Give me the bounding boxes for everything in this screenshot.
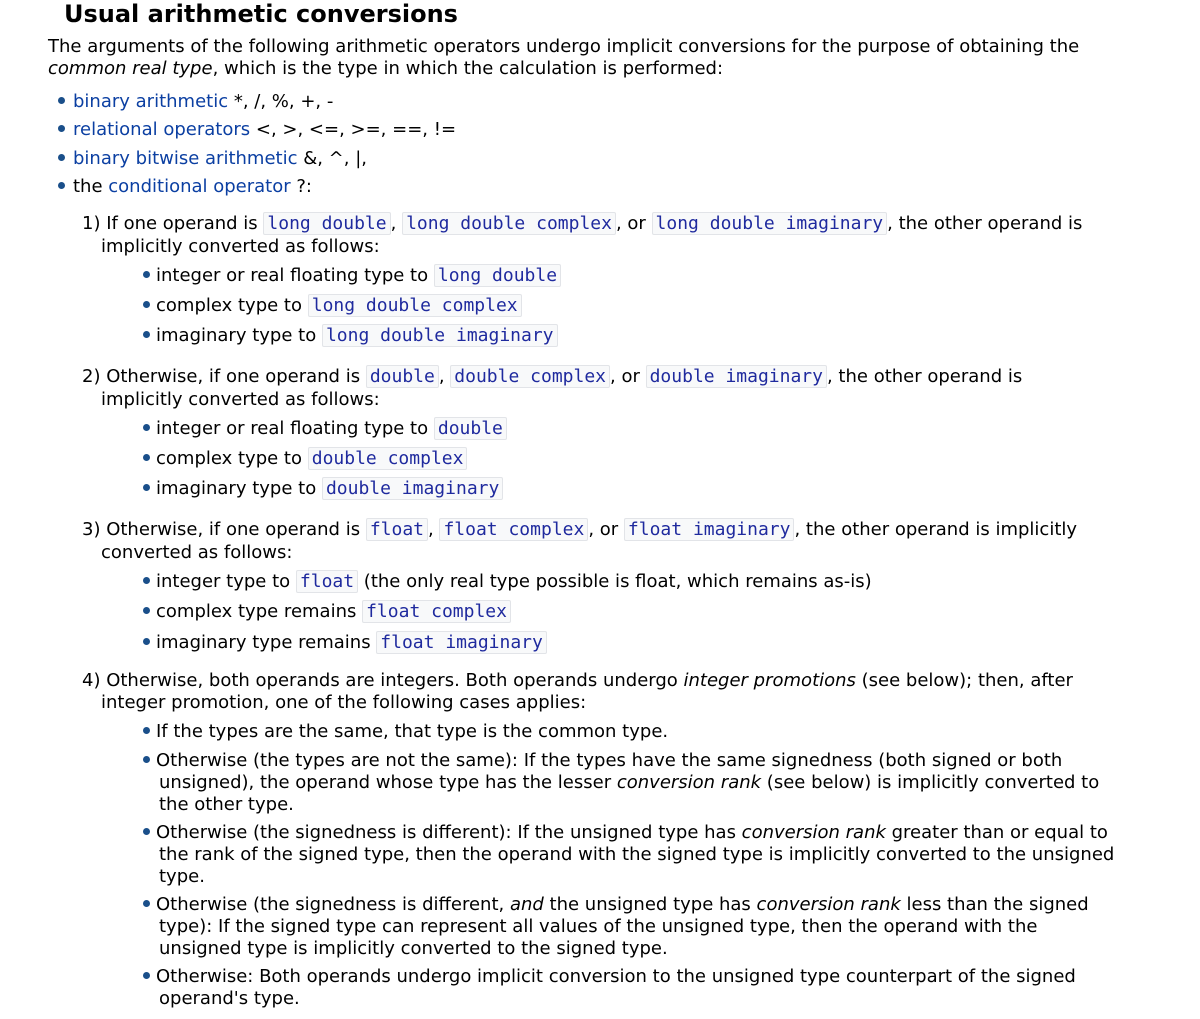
rule-text: 3) Otherwise, if one operand is [82, 519, 366, 540]
bullet-icon [143, 271, 150, 278]
operator-symbols: *, /, %, +, - [228, 91, 334, 112]
code-double-complex: double complex [450, 365, 610, 388]
rule-text: , the other operand is implicitly [794, 519, 1078, 540]
intro-line-2-rest: , which is the type in which the calculation is performed: [212, 58, 724, 79]
bullet-icon [143, 900, 150, 907]
code-long-double: long double [434, 264, 561, 287]
rule-text: , the other operand is [887, 213, 1083, 234]
case-text: If the types are the same, that type is the common type. [156, 721, 669, 742]
bullet-icon [143, 607, 150, 614]
rule-text: (see below); then, after [855, 670, 1073, 691]
list-item-bitwise-arithmetic [58, 145, 367, 173]
code-double-complex: double complex [308, 447, 468, 470]
bullet-icon [143, 454, 150, 461]
rule-4-case-3 [143, 822, 1108, 844]
item-text: imaginary type remains [156, 632, 377, 653]
separator: , or [588, 519, 624, 540]
bullet-icon [58, 154, 65, 161]
intro-paragraph [48, 36, 1079, 80]
item-text: complex type to [156, 448, 308, 469]
bitwise-arithmetic-link[interactable]: binary bitwise arithmetic [73, 148, 298, 169]
rule-2-item-1 [143, 418, 507, 440]
rule-4-case-1 [143, 721, 668, 743]
separator: , [428, 519, 440, 540]
common-real-type-term: common real type [48, 58, 213, 79]
code-float-imaginary: float imaginary [624, 518, 795, 541]
code-double-imaginary: double imaginary [646, 365, 827, 388]
item-text: complex type to [156, 295, 308, 316]
bullet-icon [143, 331, 150, 338]
code-double-imaginary: double imaginary [322, 477, 503, 500]
code-float-complex: float complex [439, 518, 588, 541]
case-text: Otherwise: Both operands undergo implicit conversion to the unsigned type counterpart of the signed [156, 966, 1076, 987]
rule-4-case-2-line-3: the other type. [159, 794, 294, 815]
integer-promotions-term: integer promotions [683, 670, 856, 691]
rule-4-case-4-line-2: type): If the signed type can represent all values of the unsigned type, then the operand with the [159, 916, 1038, 937]
case-text: the unsigned type has [543, 894, 757, 915]
rule-3-item-3 [143, 632, 547, 654]
rule-4-case-3-line-2: the rank of the signed type, then the operand with the signed type is implicitly converted to the unsigned [159, 844, 1115, 865]
operator-symbols: &, ^, |, [297, 148, 367, 169]
bullet-icon [58, 97, 65, 104]
item-text: imaginary type to [156, 325, 322, 346]
conversion-rank-term: conversion rank [741, 822, 886, 843]
binary-arithmetic-link[interactable]: binary arithmetic [73, 91, 229, 112]
item-text: integer or real floating type to [156, 265, 434, 286]
relational-operators-link[interactable]: relational operators [73, 119, 251, 140]
and-term: and [509, 894, 544, 915]
case-text: (see below) is implicitly converted to [761, 772, 1100, 793]
rule-2-line-2: implicitly converted as follows: [101, 389, 380, 410]
rule-4-line-1 [82, 670, 1073, 692]
bullet-icon [143, 301, 150, 308]
rule-3-item-2 [143, 601, 511, 623]
case-text: greater than or equal to [885, 822, 1108, 843]
list-item-conditional-operator [58, 173, 312, 201]
conditional-operator-link[interactable]: conditional operator [108, 176, 291, 197]
case-text: Otherwise (the types are not the same): If the types have the same signedness (both signed or both [156, 750, 1063, 771]
bullet-icon [143, 484, 150, 491]
rule-3-line-2: converted as follows: [101, 542, 293, 563]
code-long-double-complex: long double complex [308, 294, 522, 317]
case-text: less than the signed [900, 894, 1089, 915]
bullet-icon [143, 828, 150, 835]
rule-4-case-4-line-3: unsigned type is implicitly converted to the signed type. [159, 938, 668, 959]
rule-1-line-2: implicitly converted as follows: [101, 236, 380, 257]
case-text: unsigned), the operand whose type has the lesser [159, 772, 617, 793]
bullet-icon [58, 125, 65, 132]
bullet-icon [58, 182, 65, 189]
rule-text: 2) Otherwise, if one operand is [82, 366, 366, 387]
code-float-imaginary: float imaginary [376, 631, 547, 654]
bullet-icon [143, 638, 150, 645]
intro-line-1: The arguments of the following arithmetic operators undergo implicit conversions for the purpose of obtaining the [48, 36, 1080, 57]
code-float: float [366, 518, 428, 541]
code-float-complex: float complex [362, 600, 511, 623]
rule-4-case-3-line-3: type. [159, 866, 205, 887]
code-long-double-complex: long double complex [402, 212, 616, 235]
rule-3-line-1 [82, 519, 1077, 541]
bullet-icon [143, 424, 150, 431]
separator: , [390, 213, 403, 234]
section-heading: Usual arithmetic conversions [64, 0, 458, 28]
list-item-relational-operators [58, 116, 456, 144]
item-text: imaginary type to [156, 478, 322, 499]
list-item-binary-arithmetic [58, 88, 333, 116]
rule-1-item-1 [143, 265, 561, 287]
conversion-rank-term: conversion rank [756, 894, 901, 915]
rule-4-case-2 [143, 750, 1062, 772]
rule-text: , the other operand is [826, 366, 1023, 387]
item-text: integer type to [156, 571, 296, 592]
bullet-icon [143, 577, 150, 584]
rule-2-item-3 [143, 478, 503, 500]
separator: , or [610, 366, 646, 387]
item-text: complex type remains [156, 601, 363, 622]
case-text: Otherwise (the signedness is different): If the unsigned type has [156, 822, 742, 843]
rule-4-case-5-line-2: operand's type. [159, 988, 300, 1009]
rule-4-case-4 [143, 894, 1089, 916]
rule-1-line-1 [82, 213, 1082, 235]
rule-4-case-5 [143, 966, 1076, 988]
rule-2-line-1 [82, 366, 1022, 388]
item-note: (the only real type possible is float, which remains as-is) [358, 571, 872, 592]
rule-3-item-1 [143, 571, 872, 593]
rule-4-case-2-line-2 [159, 772, 1099, 794]
operator-symbols: <, >, <=, >=, ==, != [250, 119, 457, 140]
bullet-icon [143, 972, 150, 979]
item-text: integer or real floating type to [156, 418, 434, 439]
operator-symbols: ?: [290, 176, 312, 197]
rule-text: 1) If one operand is [82, 213, 264, 234]
rule-2-item-2 [143, 448, 467, 470]
conversion-rank-term: conversion rank [616, 772, 762, 793]
separator: , or [615, 213, 652, 234]
code-double: double [434, 417, 507, 440]
bullet-icon [143, 756, 150, 763]
case-text: Otherwise (the signedness is different, [156, 894, 510, 915]
code-float: float [296, 570, 358, 593]
rule-1-item-2 [143, 295, 522, 317]
code-long-double-imaginary: long double imaginary [322, 324, 558, 347]
code-long-double-imaginary: long double imaginary [652, 212, 888, 235]
bullet-icon [143, 727, 150, 734]
conditional-prefix: the [73, 176, 109, 197]
rule-1-item-3 [143, 325, 558, 347]
code-long-double: long double [263, 212, 390, 235]
rule-4-line-2: integer promotion, one of the following cases applies: [101, 692, 587, 713]
separator: , [438, 366, 451, 387]
rule-text: 4) Otherwise, both operands are integers. Both operands undergo [82, 670, 684, 691]
intro-line-2 [48, 58, 1079, 80]
code-double: double [366, 365, 439, 388]
